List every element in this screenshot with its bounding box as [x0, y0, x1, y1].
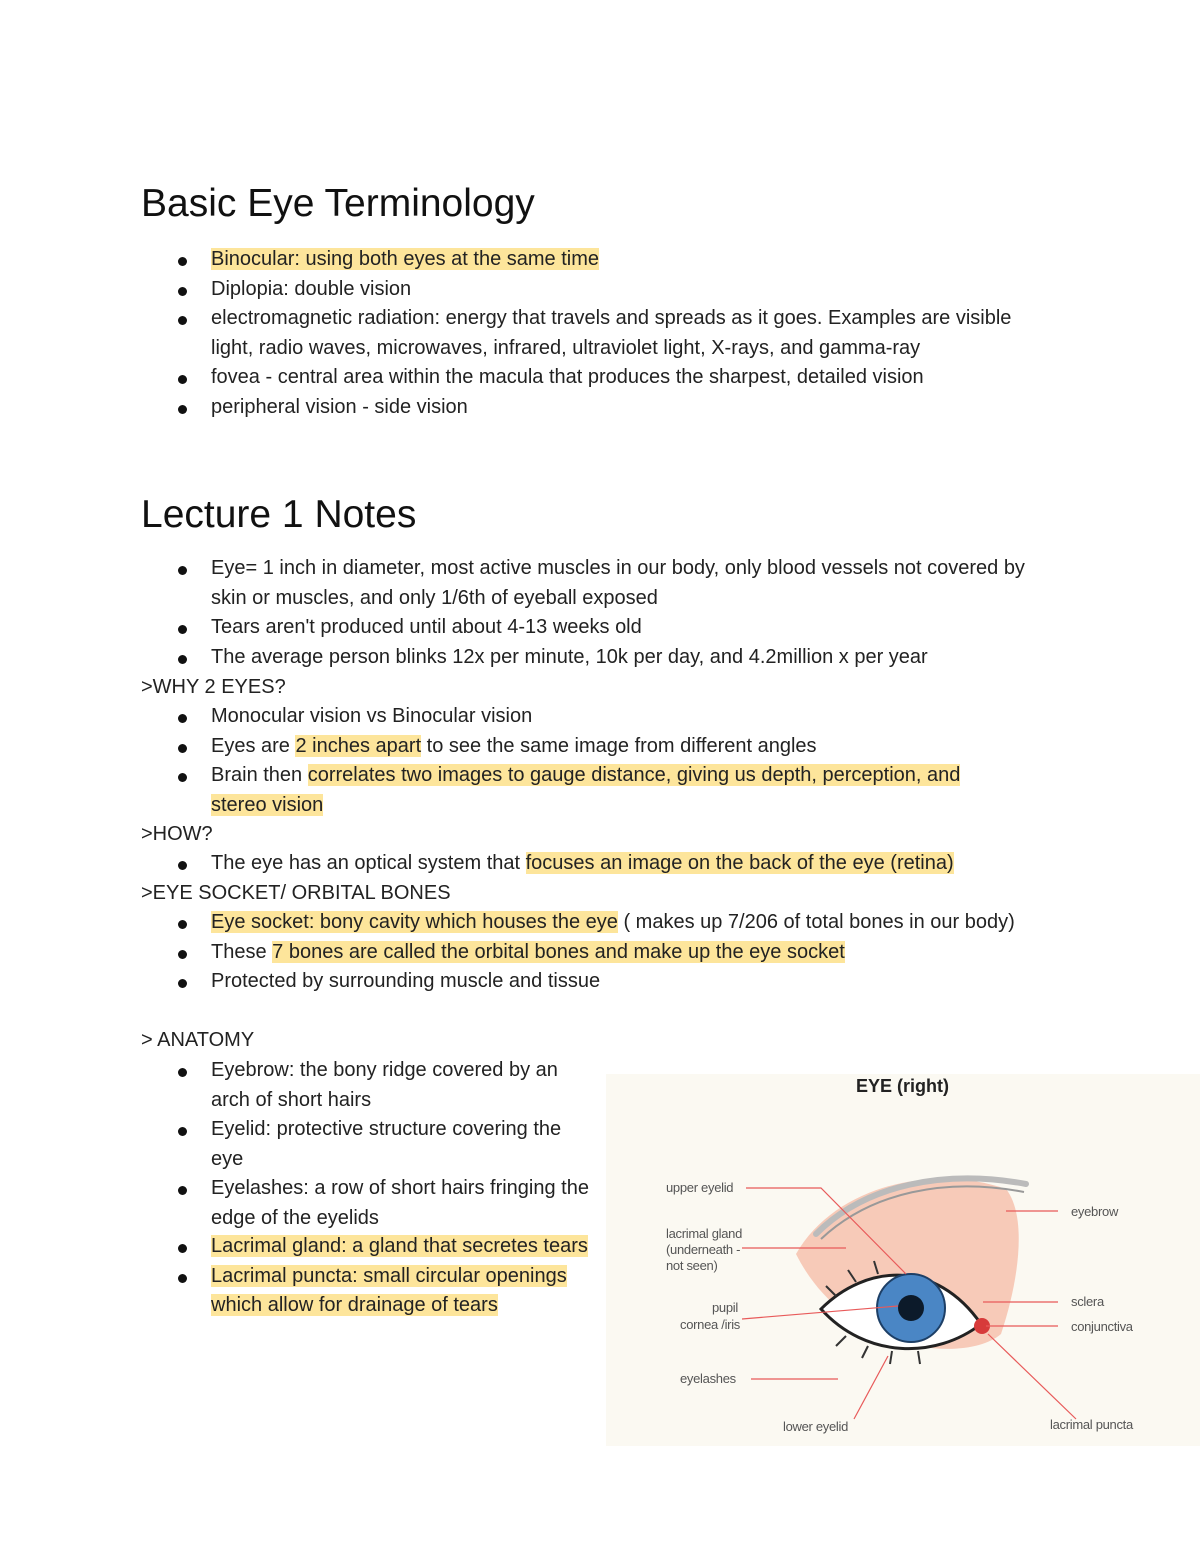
list-item: peripheral vision - side vision — [0, 393, 1051, 423]
subheading-eye-socket: >EYE SOCKET/ ORBITAL BONES — [141, 882, 451, 904]
list-item — [0, 849, 1051, 879]
how-list — [0, 849, 1051, 879]
eye-diagram — [606, 1074, 1200, 1446]
list-item: fovea - central area within the macula that produces the sharpest, detailed vision — [0, 363, 1051, 393]
text: Eyes are — [211, 734, 296, 757]
list-item — [0, 245, 1051, 275]
label-upper-eyelid: upper eyelid — [666, 1180, 734, 1195]
label-lower-eyelid: lower eyelid — [783, 1419, 849, 1434]
highlighted-text: correlates two images to gauge distance, giving us depth, perception, and — [307, 764, 961, 787]
list-item: Eyelid: protective structure covering the eye — [0, 1115, 591, 1174]
label-lacrimal-puncta: lacrimal puncta — [1050, 1417, 1133, 1432]
socket-list — [0, 908, 1051, 997]
highlighted-text: Binocular: using both eyes at the same time — [211, 248, 599, 270]
label-pupil: pupil — [712, 1300, 738, 1315]
text: Brain then — [211, 764, 308, 787]
highlighted-text: Lacrimal gland: a gland that secretes tears — [211, 1235, 588, 1257]
list-item — [0, 908, 1051, 938]
label-sclera: sclera — [1071, 1294, 1104, 1309]
highlighted-text: focuses an image on the back of the eye (retina) — [525, 852, 954, 874]
label-cornea-iris: cornea /iris — [680, 1317, 740, 1332]
subheading-how: >HOW? — [141, 823, 213, 845]
figure-title: EYE (right) — [856, 1076, 949, 1096]
label-conjunctiva: conjunctiva — [1071, 1319, 1133, 1334]
list-item — [0, 1232, 591, 1262]
list-item: Monocular vision vs Binocular vision — [0, 702, 1051, 732]
label-eyebrow: eyebrow — [1071, 1204, 1119, 1219]
list-item — [0, 761, 1051, 820]
why-list — [0, 702, 1051, 820]
label-eyelashes: eyelashes — [680, 1371, 736, 1386]
section-title-terminology: Basic Eye Terminology — [141, 182, 535, 225]
list-item: Eye= 1 inch in diameter, most active muscles in our body, only blood vessels not covered by skin or muscles, and only 1/6th of eyeball exposed — [0, 554, 1051, 613]
list-item — [0, 1262, 591, 1321]
highlighted-text: 2 inches apart — [295, 734, 422, 757]
label-lacrimal-gland: lacrimal gland (underneath - not seen) — [666, 1226, 743, 1273]
highlighted-text: Lacrimal puncta: small circular openings which allow for drainage of tears — [211, 1264, 567, 1317]
list-item: electromagnetic radiation: energy that travels and spreads as it goes. Examples are visible light, radio waves, microwaves, infrared, ultraviolet light, X-rays, and gamma-ray — [0, 304, 1051, 363]
highlighted-text: Eye socket: bony cavity which houses the eye — [211, 911, 618, 933]
subheading-why: >WHY 2 EYES? — [141, 676, 286, 698]
terminology-list — [0, 245, 1051, 423]
anatomy-highlight-list — [0, 1232, 591, 1321]
text: to see the same image from different angles — [421, 734, 817, 757]
list-item — [0, 732, 1051, 762]
text: ( makes up 7/206 of total bones in our body) — [617, 911, 1015, 933]
list-item: Diplopia: double vision — [0, 275, 1051, 305]
subheading-anatomy: > ANATOMY — [141, 1029, 255, 1051]
list-item: Protected by surrounding muscle and tissue — [0, 967, 1051, 997]
anatomy-list — [0, 1056, 591, 1234]
highlighted-text: 7 bones are called the orbital bones and make up the eye socket — [272, 940, 845, 963]
section-title-lecture: Lecture 1 Notes — [141, 493, 417, 536]
list-item: The average person blinks 12x per minute, 10k per day, and 4.2million x per year — [0, 643, 1051, 673]
list-item — [0, 938, 1051, 968]
pupil — [898, 1295, 924, 1321]
list-item: Eyebrow: the bony ridge covered by an arch of short hairs — [0, 1056, 591, 1115]
text: These — [211, 940, 273, 963]
list-item: Eyelashes: a row of short hairs fringing the edge of the eyelids — [0, 1174, 591, 1233]
lecture-intro-list — [0, 554, 1051, 672]
list-item: Tears aren't produced until about 4-13 weeks old — [0, 613, 1051, 643]
highlighted-text: stereo vision — [211, 793, 324, 816]
text: The eye has an optical system that — [211, 852, 526, 874]
